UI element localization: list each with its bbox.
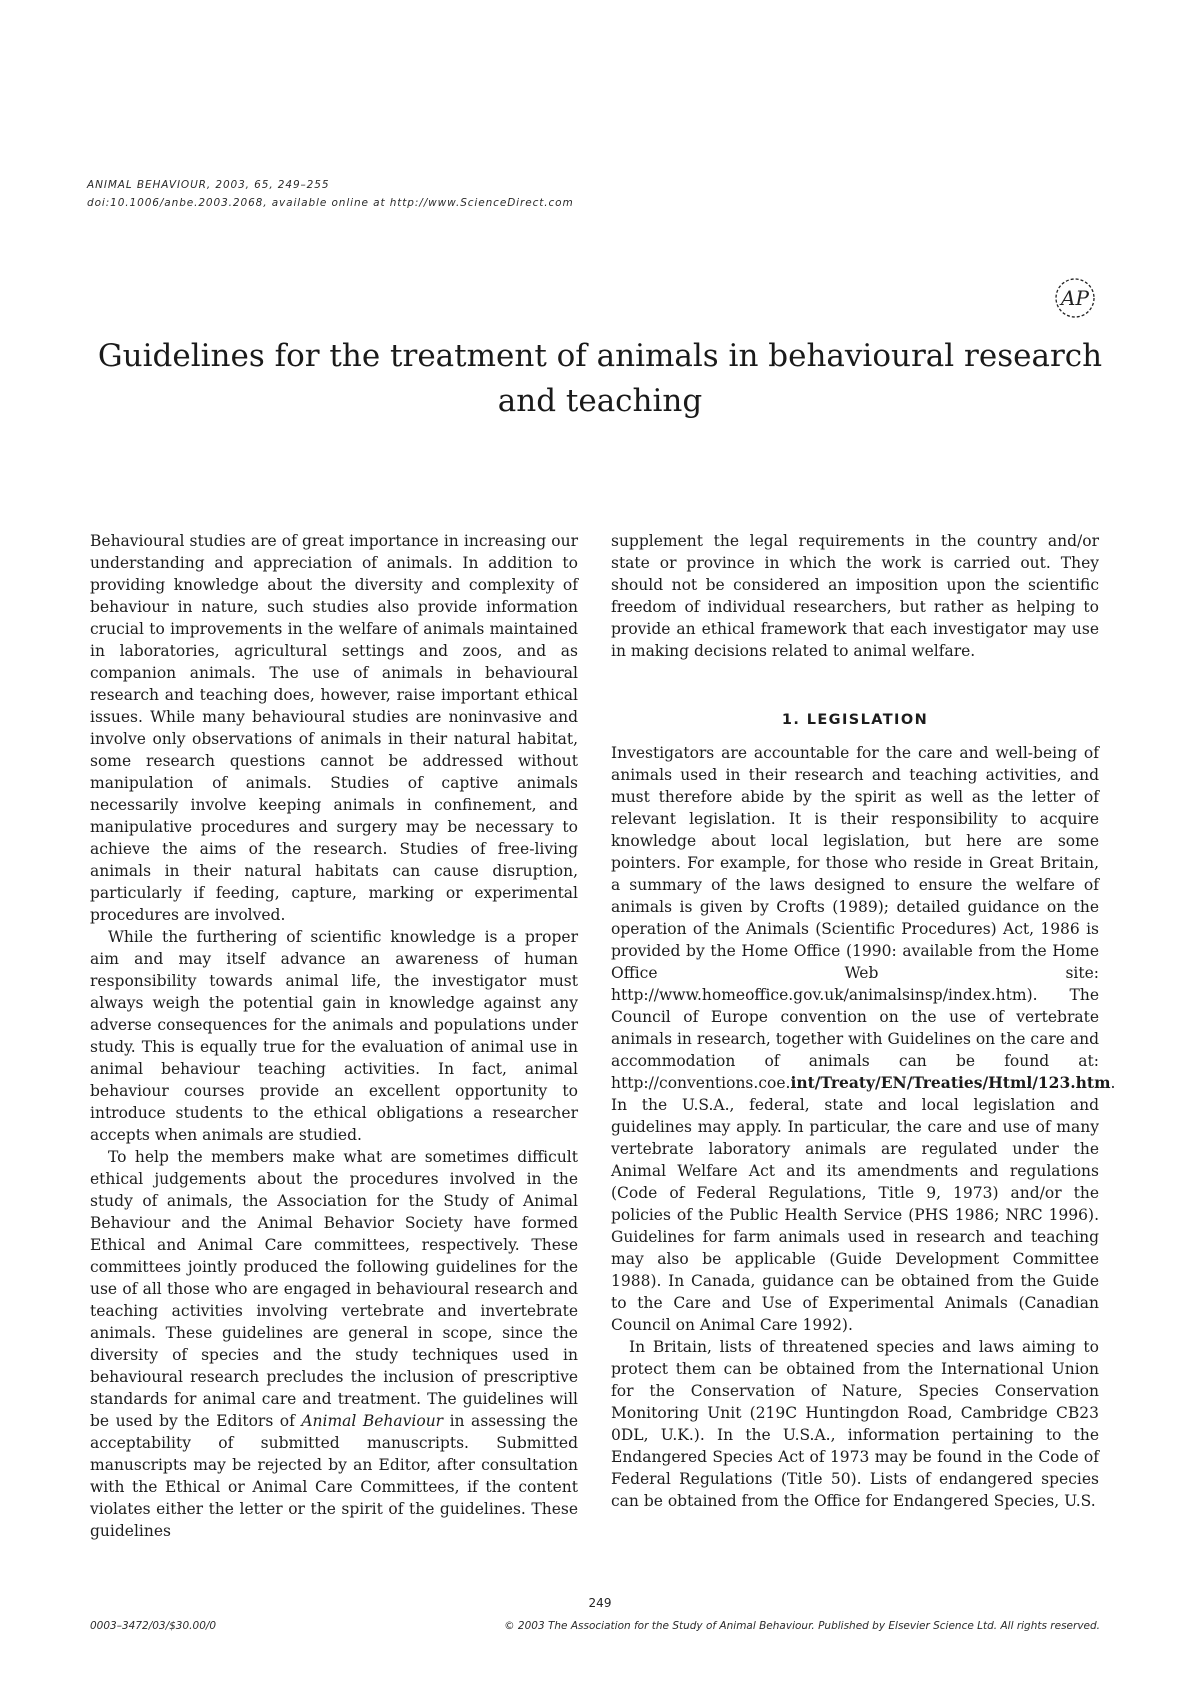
right-paragraph-2-end: . In the U.S.A., federal, state and local legislation and guidelines may apply. In particular, the care and use of many vertebrate laboratory animals are regulated under the Animal Welfare Act and its amendments and regulations (Code of Federal Regulations, Title 9, 1973) and/or the policies of the Public Health Service (PHS 1986; NRC 1996). Guidelines for farm animals used in research and teaching may also be applicable (Guide Development Committee 1988). In Canada, guidance can be obtained from the Guide to the Care and Use of Experimental Animals (Canadian Council on Animal Care 1992). [611,1074,1116,1334]
left-paragraph-3 [90,1146,578,1542]
right-paragraph-1: supplement the legal requirements in the country and/or state or province in which the work is carried out. They should not be considered an imposition upon the scientific freedom of individual researchers, but rather as helping to provide an ethical framework that each investigator may use in making decisions related to animal welfare. [611,532,1099,660]
copyright-notice: © 2003 The Association for the Study of Animal Behaviour. Published by Elsevier Science Ltd. All rights reserved. [504,1620,1100,1632]
page-number: 249 [588,1596,612,1610]
journal-header [87,176,574,212]
left-paragraph-3-end: in assessing the acceptability of submitted manuscripts. Submitted manuscripts may be rejected by an Editor, after consultation with the Ethical or Animal Care Committees, if the content violates either the letter or the spirit of the guidelines. These guidelines [90,1412,578,1540]
left-paragraph-1: Behavioural studies are of great importance in increasing our understanding and appreciation of animals. In addition to providing knowledge about the diversity and complexity of behaviour in nature, such studies also provide information crucial to improvements in the welfare of animals maintained in laboratories, agricultural settings and zoos, and as companion animals. The use of animals in behavioural research and teaching does, however, raise important ethical issues. While many behavioural studies are noninvasive and involve only observations of animals in their natural habitat, some research questions cannot be addressed without manipulation of animals. Studies of captive animals necessarily involve keeping animals in confinement, and manipulative procedures and surgery may be necessary to achieve the aims of the research. Studies of free-living animals in their natural habitats can cause disruption, particularly if feeding, capture, marking or experimental procedures are involved. [90,532,578,924]
left-paragraph-3-start: To help the members make what are sometimes difficult ethical judgements about the procedures involved in the study of animals, the Association for the Study of Animal Behaviour and the Animal Behavior Society have formed Ethical and Animal Care committees, respectively. These committees jointly produced the following guidelines for the use of all those who are engaged in behavioural research and teaching activities involving vertebrate and invertebrate animals. These guidelines are general in scope, since the diversity of species and the study techniques used in behavioural research precludes the inclusion of prescriptive standards for animal care and treatment. The guidelines will be used by the Editors of [90,1148,578,1430]
right-paragraph-3: In Britain, lists of threatened species and laws aiming to protect them can be obtained from the International Union for the Conservation of Nature, Species Conservation Monitoring Unit (219C Huntingdon Road, Cambridge CB23 0DL, U.K.). In the U.S.A., information pertaining to the Endangered Species Act of 1973 may be found in the Code of Federal Regulations (Title 50). Lists of endangered species can be obtained from the Office for Endangered Species, U.S. [611,1338,1099,1510]
issn-code: 0003–3472/03/$30.00/0 [90,1620,217,1632]
left-paragraph-2: While the furthering of scientific knowledge is a proper aim and may itself advance an awareness of human responsibility towards animal life, the investigator must always weigh the potential gain in knowledge against any adverse consequences for the animals and populations under study. This is equally true for the evaluation of animal use in animal behaviour teaching activities. In fact, animal behaviour courses provide an excellent opportunity to introduce students to the ethical obligations a researcher accepts when animals are studied. [90,928,578,1144]
right-paragraph-2-start: Investigators are accountable for the care and well-being of animals used in their research and teaching activities, and must therefore abide by the spirit as well as the letter of relevant legislation. It is their responsibility to acquire knowledge about local legislation, but here are some pointers. For example, for those who reside in Great Britain, a summary of the laws designed to ensure the welfare of animals is given by Crofts (1989); detailed guidance on the operation of the Animals (Scientific Procedures) Act, 1986 is provided by the Home Office (1990: available from the Home Office Web site: http://www.homeoffice.gov.uk/animalsinsp/index.htm). The Council of Europe convention on the use of vertebrate animals in research, together with Guidelines on the care and accommodation of animals can be found at: http://conventions.coe. [611,744,1099,1092]
journal-name-italic: Animal Behaviour [301,1412,444,1430]
doi-line: doi:10.1006/anbe.2003.2068, available online at http://www.ScienceDirect.com [87,197,574,209]
left-column [90,530,578,1542]
right-paragraph-2 [611,742,1116,1336]
publisher-logo [1053,276,1097,320]
publisher-logo-text: AP [1061,286,1089,310]
footer-bar [90,1620,1100,1632]
treaty-url-link[interactable]: int/Treaty/EN/Treaties/Html/123.htm [790,1073,1111,1092]
section-heading-legislation: 1. LEGISLATION [781,712,929,728]
journal-citation: ANIMAL BEHAVIOUR, 2003, 65, 249–255 [87,179,330,191]
right-column [611,530,1116,1512]
article-title: Guidelines for the treatment of animals in behavioural research and teaching [97,338,1103,419]
